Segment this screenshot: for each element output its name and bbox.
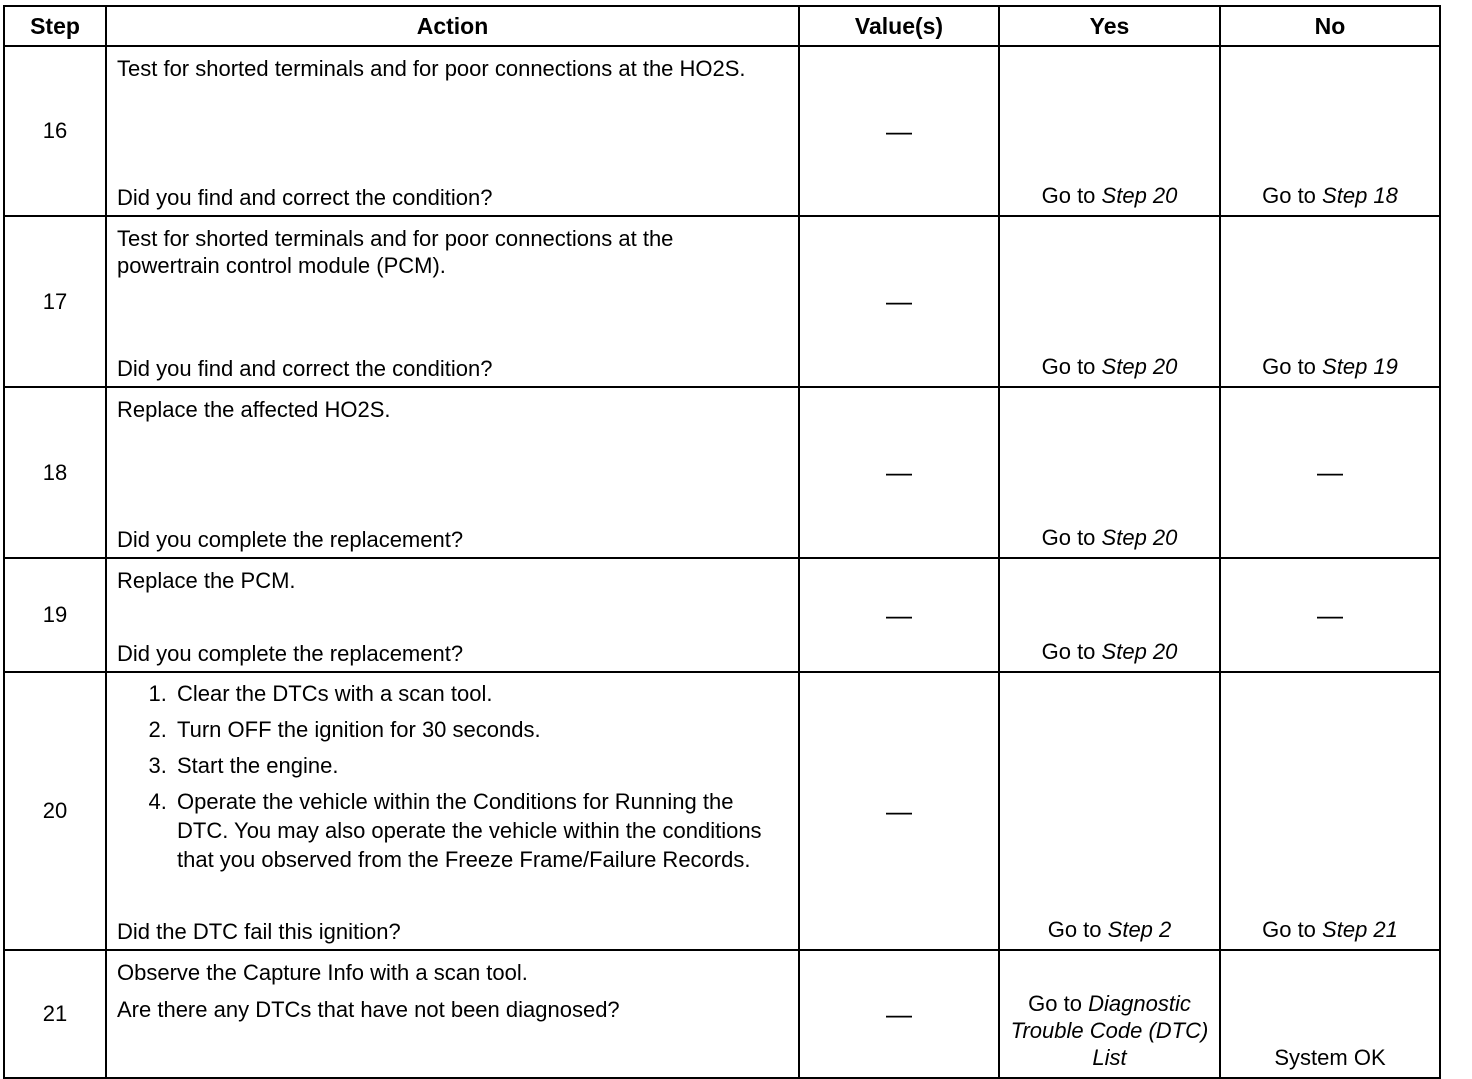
value-cell: — <box>799 216 999 387</box>
goto-prefix: Go to <box>1041 354 1096 379</box>
goto-prefix: Go to <box>1041 525 1096 550</box>
list-item: 1. Clear the DTCs with a scan tool. <box>173 679 788 708</box>
action-text: Test for shorted terminals and for poor connections at the HO2S. <box>117 56 746 81</box>
list-item: 4. Operate the vehicle within the Conditions for Running the DTC. You may also operate the vehicle within the conditions that you observed from the Freeze Frame/Failure Records. <box>173 787 788 874</box>
step-number: 21 <box>4 950 106 1078</box>
list-item: 2. Turn OFF the ignition for 30 seconds. <box>173 715 788 744</box>
no-cell <box>1220 216 1440 387</box>
header-yes: Yes <box>999 6 1220 46</box>
diagnostic-table <box>3 5 1441 1079</box>
value-cell: — <box>799 558 999 672</box>
action-question: Did the DTC fail this ignition? <box>117 919 401 944</box>
yes-goto-link[interactable]: Step 20 <box>1101 525 1178 550</box>
header-values: Value(s) <box>799 6 999 46</box>
action-text: Test for shorted terminals and for poor connections at the powertrain control module (PCM). <box>117 226 674 278</box>
header-no: No <box>1220 6 1440 46</box>
no-goto-link[interactable]: Step 21 <box>1322 917 1398 942</box>
list-item: 3. Start the engine. <box>173 751 788 780</box>
action-cell <box>106 216 799 387</box>
step-number: 19 <box>4 558 106 672</box>
header-action: Action <box>106 6 799 46</box>
table-row-step-21 <box>4 950 1440 1078</box>
step-number: 20 <box>4 672 106 950</box>
header-row <box>4 6 1440 46</box>
action-cell <box>106 558 799 672</box>
action-question: Did you complete the replacement? <box>117 641 464 666</box>
no-goto-link[interactable]: Step 19 <box>1322 354 1398 379</box>
action-question: Did you find and correct the condition? <box>117 185 493 210</box>
header-step: Step <box>4 6 106 46</box>
yes-cell <box>999 672 1220 950</box>
yes-goto-link[interactable]: Step 2 <box>1107 917 1172 942</box>
yes-cell <box>999 46 1220 216</box>
yes-goto-link[interactable]: Step 20 <box>1101 354 1178 379</box>
action-cell <box>106 387 799 558</box>
goto-prefix: Go to <box>1262 917 1316 942</box>
value-cell: — <box>799 672 999 950</box>
no-cell <box>1220 46 1440 216</box>
table-row-step-18 <box>4 387 1440 558</box>
action-text: Replace the PCM. <box>117 568 296 593</box>
action-question: Did you find and correct the condition? <box>117 356 493 381</box>
goto-prefix: Go to <box>1047 917 1102 942</box>
table-row-step-17 <box>4 216 1440 387</box>
goto-prefix: Go to <box>1262 354 1316 379</box>
goto-prefix: Go to <box>1262 183 1316 208</box>
value-cell: — <box>799 46 999 216</box>
no-cell <box>1220 672 1440 950</box>
step-number: 18 <box>4 387 106 558</box>
action-question: Are there any DTCs that have not been diagnosed? <box>117 997 620 1022</box>
yes-cell <box>999 216 1220 387</box>
table-row-step-16 <box>4 46 1440 216</box>
yes-cell <box>999 950 1220 1078</box>
yes-goto-link[interactable]: Step 20 <box>1101 183 1178 208</box>
action-text: Replace the affected HO2S. <box>117 397 391 422</box>
action-cell <box>106 950 799 1078</box>
action-step-list <box>117 673 788 874</box>
yes-cell <box>999 387 1220 558</box>
yes-goto-link[interactable]: Step 20 <box>1101 639 1178 664</box>
goto-prefix: Go to <box>1041 183 1096 208</box>
yes-goto-link[interactable]: Diagnostic Trouble Code (DTC) List <box>1010 991 1209 1070</box>
no-goto-link[interactable]: Step 18 <box>1322 183 1398 208</box>
action-question: Did you complete the replacement? <box>117 527 464 552</box>
value-cell: — <box>799 387 999 558</box>
table-row-step-20 <box>4 672 1440 950</box>
goto-prefix: Go to <box>1028 991 1082 1016</box>
yes-cell <box>999 558 1220 672</box>
no-cell: System OK <box>1220 950 1440 1078</box>
goto-prefix: Go to <box>1041 639 1096 664</box>
value-cell: — <box>799 950 999 1078</box>
action-cell <box>106 46 799 216</box>
no-cell: — <box>1220 387 1440 558</box>
table-row-step-19 <box>4 558 1440 672</box>
no-cell: — <box>1220 558 1440 672</box>
action-cell <box>106 672 799 950</box>
action-text: Observe the Capture Info with a scan tool. <box>117 960 528 985</box>
step-number: 16 <box>4 46 106 216</box>
step-number: 17 <box>4 216 106 387</box>
